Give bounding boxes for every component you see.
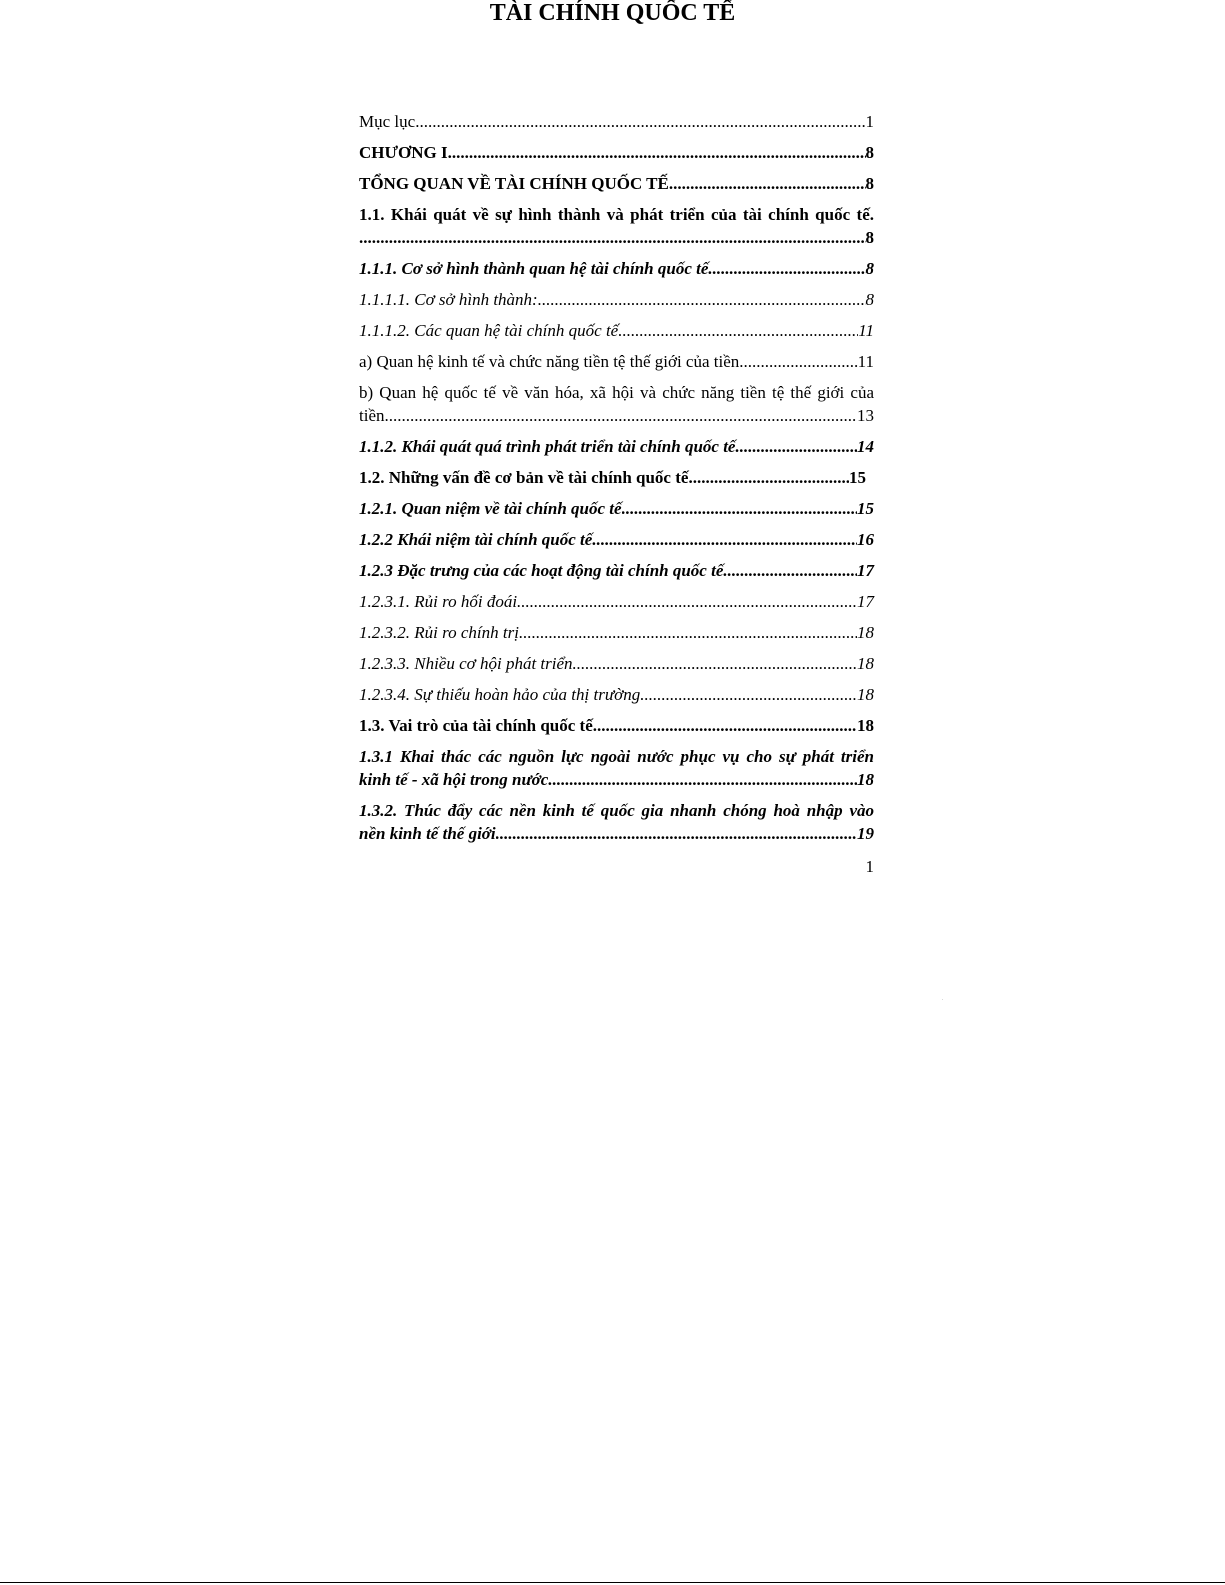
toc-entry[interactable]: [359, 257, 874, 280]
toc-entry[interactable]: [359, 319, 874, 342]
toc-page-number: 18: [857, 654, 874, 673]
toc-leader-dots: [517, 590, 857, 613]
toc-leader-dots: [618, 319, 858, 342]
toc-entry[interactable]: [359, 621, 874, 644]
toc-leader-dots: [593, 714, 857, 737]
toc-page-number: 13: [857, 406, 874, 425]
toc-leader-dots: [359, 226, 866, 249]
toc-leader-dots: [735, 435, 857, 458]
toc-entry-text: 1.1. Khái quát về sự hình thành và phát triển của tài chính quốc tế.: [359, 205, 874, 224]
toc-entry[interactable]: [359, 350, 874, 373]
toc-page-number: 15: [857, 499, 874, 518]
toc-page-number: 8: [865, 174, 874, 193]
toc-leader-dots: [385, 404, 858, 427]
toc-entry-text: 1.2.3.4. Sự thiếu hoàn hảo của thị trường: [359, 685, 641, 704]
toc-entry-text: 1.2.3.3. Nhiều cơ hội phát triển: [359, 654, 573, 673]
toc-entry-text-continued: tiền: [359, 406, 385, 425]
toc-entry[interactable]: [359, 435, 874, 458]
toc-entry[interactable]: [359, 714, 874, 737]
toc-page-number: 11: [858, 321, 874, 340]
scan-speck: [942, 999, 943, 1000]
toc-entry[interactable]: [359, 110, 874, 133]
toc-page-number: 16: [857, 530, 874, 549]
toc-leader-dots: [548, 768, 857, 791]
toc-entry-text: CHƯƠNG I: [359, 143, 448, 162]
toc-leader-dots: [415, 110, 865, 133]
toc-entry-text: 1.1.1. Cơ sở hình thành quan hệ tài chính quốc tế: [359, 259, 709, 278]
toc-entry-text: 1.3.2. Thúc đẩy các nền kinh tế quốc gia nhanh chóng hoà nhập vào: [359, 801, 874, 820]
toc-leader-dots: [519, 621, 857, 644]
toc-entry[interactable]: [359, 203, 874, 249]
toc-page-number: 15: [849, 468, 866, 487]
toc-entry-text-continued: nền kinh tế thế giới: [359, 824, 496, 843]
page-number: 1: [865, 857, 874, 876]
toc-entry[interactable]: [359, 288, 874, 311]
toc-entry[interactable]: [359, 528, 874, 551]
toc-leader-dots: [448, 141, 866, 164]
toc-page-number: 18: [857, 623, 874, 642]
toc-entry[interactable]: [359, 590, 874, 613]
toc-entry-text: 1.2. Những vấn đề cơ bản về tài chính quốc tế: [359, 468, 689, 487]
toc-entry-text: Mục lục: [359, 112, 416, 131]
toc-leader-dots: [739, 350, 857, 373]
toc-entry[interactable]: [359, 141, 874, 164]
toc-page-number: 14: [857, 437, 874, 456]
toc-entry[interactable]: [359, 172, 874, 195]
toc-entry-text: 1.2.2 Khái niệm tài chính quốc tế: [359, 530, 593, 549]
toc-page-number: 8: [865, 228, 874, 247]
toc-leader-dots: [592, 528, 857, 551]
toc-leader-dots: [496, 822, 857, 845]
toc-leader-dots: [708, 257, 865, 280]
toc-leader-dots: [723, 559, 857, 582]
toc-leader-dots: [538, 288, 866, 311]
toc-entry-text: 1.3.1 Khai thác các nguồn lực ngoài nước phục vụ cho sự phát triển: [359, 747, 874, 766]
toc-entry[interactable]: [359, 381, 874, 427]
toc-entry[interactable]: [359, 745, 874, 791]
toc-entry[interactable]: [359, 497, 874, 520]
toc-entry[interactable]: [359, 799, 874, 845]
toc-entry-text: 1.2.3 Đặc trưng của các hoạt động tài chính quốc tế: [359, 561, 724, 580]
toc-entry-text: 1.2.1. Quan niệm về tài chính quốc tế: [359, 499, 622, 518]
toc-page-number: 8: [865, 143, 874, 162]
toc-entry[interactable]: [359, 466, 866, 489]
toc-entry-text: b) Quan hệ quốc tế về văn hóa, xã hội và chức năng tiền tệ thế giới của: [359, 383, 874, 402]
toc-entry[interactable]: [359, 559, 874, 582]
toc-leader-dots: [622, 497, 857, 520]
toc-entry-text: 1.1.2. Khái quát quá trình phát triển tài chính quốc tế: [359, 437, 736, 456]
toc-leader-dots: [688, 466, 849, 489]
toc-entry-text: 1.2.3.1. Rủi ro hối đoái: [359, 592, 518, 611]
toc-page-number: 17: [857, 561, 874, 580]
toc-page-number: 11: [857, 352, 874, 371]
toc-entry-text-continued: kinh tế - xã hội trong nước: [359, 770, 549, 789]
toc-leader-dots: [573, 652, 857, 675]
toc-entry-text: TỔNG QUAN VỀ TÀI CHÍNH QUỐC TẾ: [359, 174, 669, 193]
toc-page-number: 18: [857, 685, 874, 704]
toc-page-number: 8: [865, 290, 874, 309]
toc-entry-text: 1.1.1.2. Các quan hệ tài chính quốc tế: [359, 321, 619, 340]
toc-leader-dots: [669, 172, 866, 195]
toc-page-number: 19: [857, 824, 874, 843]
toc-entry-text: 1.3. Vai trò của tài chính quốc tế: [359, 716, 593, 735]
toc-entry-text: 1.1.1.1. Cơ sở hình thành:: [359, 290, 538, 309]
toc-page-number: 1: [865, 112, 874, 131]
toc-page-number: 17: [857, 592, 874, 611]
table-of-contents: [359, 110, 874, 853]
toc-entry[interactable]: [359, 652, 874, 675]
toc-entry-text: 1.2.3.2. Rủi ro chính trị: [359, 623, 519, 642]
toc-leader-dots: [640, 683, 857, 706]
toc-entry[interactable]: [359, 683, 874, 706]
document-title: TÀI CHÍNH QUỐC TẾ: [489, 0, 736, 26]
page-bottom-edge: [0, 1582, 1225, 1583]
toc-page-number: 8: [865, 259, 874, 278]
toc-entry-text: a) Quan hệ kinh tế và chức năng tiền tệ thế giới của tiền: [359, 352, 740, 371]
toc-page-number: 18: [857, 770, 874, 789]
toc-page-number: 18: [857, 716, 874, 735]
